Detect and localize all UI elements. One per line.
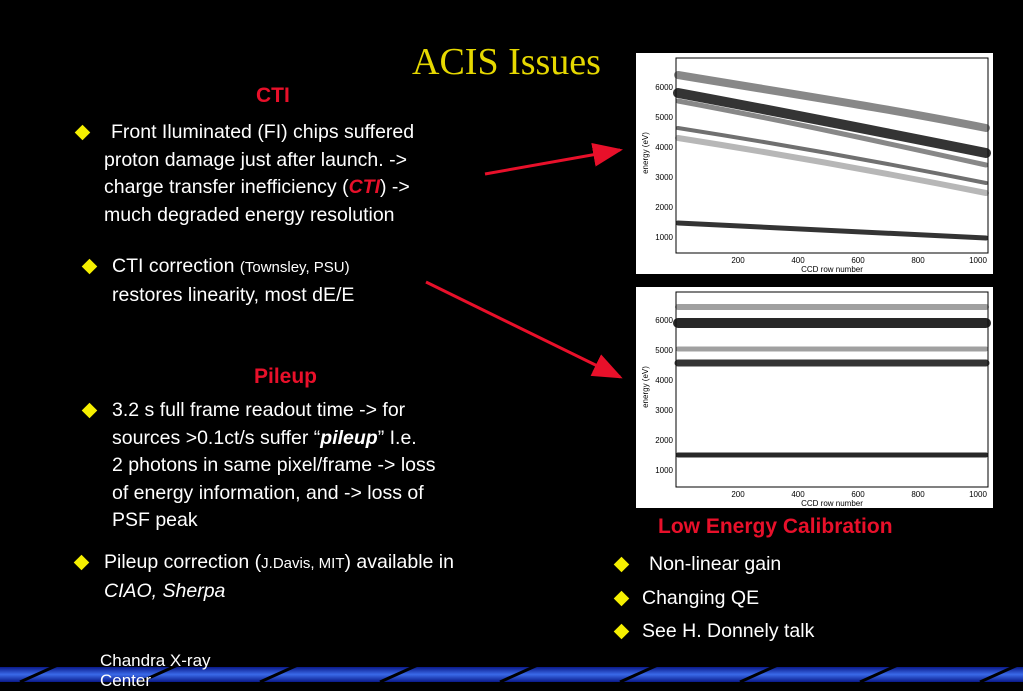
- pileup-text-end: ” I.e.: [377, 426, 417, 449]
- pileup-bullet-1-line-1: 3.2 s full frame readout time -> for: [112, 399, 406, 421]
- bottom-ylabel: energy (eV): [641, 366, 650, 408]
- low-energy-item-3: See H. Donnely talk: [642, 620, 815, 642]
- footer-label: [100, 651, 211, 691]
- pileup-bullet-1-line-3: 2 photons in same pixel/frame -> loss: [112, 454, 436, 476]
- cti-plot-before: [636, 53, 993, 274]
- cti-text-end: ) ->: [380, 176, 410, 198]
- footer-line-1: Chandra X-ray: [100, 651, 211, 670]
- pileup-term: pileup: [320, 426, 378, 449]
- arrow-to-top-plot: [485, 150, 620, 174]
- cti-plot-after: [636, 287, 993, 508]
- cti-correction-credit: (Townsley, PSU): [239, 259, 350, 276]
- pileup-correction-credit: J.Davis, MIT: [261, 555, 345, 572]
- xtick-label: 600: [851, 256, 865, 265]
- ytick-label: 6000: [655, 316, 673, 325]
- ytick-label: 5000: [655, 113, 673, 122]
- cti-bullet-2-line-2: restores linearity, most dE/E: [112, 283, 355, 306]
- cti-text: charge transfer inefficiency (: [104, 176, 349, 198]
- xtick-label: 400: [791, 490, 805, 499]
- ytick-label: 2000: [655, 203, 673, 212]
- cti-acronym: CTI: [348, 176, 381, 198]
- low-energy-item-2: Changing QE: [642, 587, 760, 609]
- xtick-label: 800: [911, 490, 925, 499]
- arrow-to-bottom-plot: [426, 282, 620, 377]
- top-xlabel: CCD row number: [801, 265, 863, 274]
- pileup-text: sources >0.1ct/s suffer “: [112, 426, 321, 449]
- ytick-label: 4000: [655, 143, 673, 152]
- pileup-bullet-1-line-4: of energy information, and -> loss of: [112, 481, 424, 504]
- xtick-label: 800: [911, 256, 925, 265]
- xtick-label: 1000: [969, 490, 987, 499]
- plot-svg-bottom: [636, 287, 993, 508]
- cti-bullet-1-line-1: Front Iluminated (FI) chips suffered: [111, 121, 415, 143]
- cti-correction-text: CTI correction: [112, 255, 240, 277]
- pileup-correction-text: Pileup correction (: [104, 551, 262, 573]
- ytick-label: 6000: [655, 83, 673, 92]
- cti-bullet-1-line-2: proton damage just after launch. ->: [104, 148, 407, 171]
- xtick-label: 400: [791, 256, 805, 265]
- plot-svg-top: [636, 53, 993, 274]
- ytick-label: 2000: [655, 436, 673, 445]
- bottom-xticks: [731, 490, 987, 499]
- ytick-label: 3000: [655, 173, 673, 182]
- xtick-label: 600: [851, 490, 865, 499]
- bottom-xlabel: CCD row number: [801, 499, 863, 508]
- pileup-bullet-1-line-5: PSF peak: [112, 509, 198, 531]
- ytick-label: 5000: [655, 346, 673, 355]
- xtick-label: 1000: [969, 256, 987, 265]
- xtick-label: 200: [731, 490, 745, 499]
- slide-title: ACIS Issues: [412, 41, 601, 83]
- ytick-label: 4000: [655, 376, 673, 385]
- pileup-heading: Pileup: [254, 365, 318, 388]
- low-energy-item-1: Non-linear gain: [649, 553, 782, 575]
- xtick-label: 200: [731, 256, 745, 265]
- top-yticks: [655, 83, 673, 242]
- top-xticks: [731, 256, 987, 265]
- bottom-yticks: [655, 316, 673, 475]
- ytick-label: 1000: [655, 466, 673, 475]
- pileup-bullet-2-line-2: CIAO, Sherpa: [104, 579, 226, 602]
- low-energy-heading: Low Energy Calibration: [658, 515, 893, 538]
- footer-line-2: Center: [100, 671, 152, 690]
- ytick-label: 1000: [655, 233, 673, 242]
- pileup-correction-text-end: ) available in: [344, 551, 454, 573]
- top-ylabel: energy (eV): [641, 132, 650, 174]
- cti-bullet-1-line-4: much degraded energy resolution: [104, 203, 395, 226]
- cti-heading: CTI: [256, 84, 290, 107]
- ytick-label: 3000: [655, 406, 673, 415]
